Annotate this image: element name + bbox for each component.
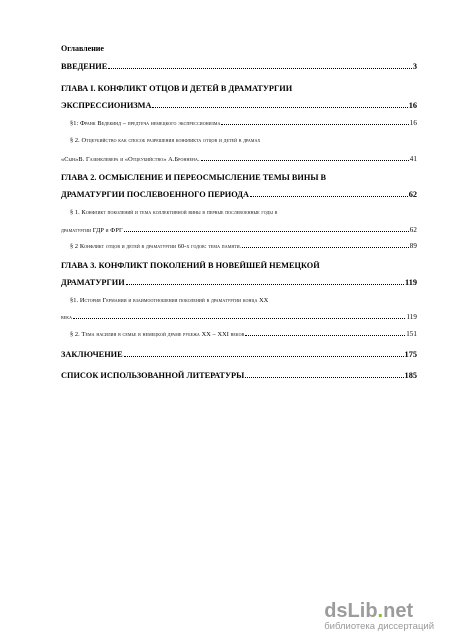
- toc-entry-label: ВВЕДЕНИЕ: [61, 62, 108, 71]
- toc-entry-label: § 2. Тема насилия в семье в немецкой драме рубежа XX – XXI веков: [70, 331, 245, 338]
- toc-page-number: 185: [404, 371, 417, 380]
- toc-page-number: 119: [405, 278, 417, 287]
- dot-leader: [126, 284, 404, 285]
- toc-entry-bibliography[interactable]: [61, 371, 417, 380]
- toc-entry-ch1-sec1[interactable]: [70, 119, 417, 127]
- toc-entry-label: ДРАМАТУРГИИ: [61, 278, 125, 287]
- dot-leader: [152, 107, 407, 108]
- dot-leader: [124, 356, 404, 357]
- toc-entry-label: века: [61, 314, 73, 321]
- logo-dot: .: [377, 600, 384, 622]
- toc-entry-ch2-sec1[interactable]: [61, 226, 417, 234]
- toc-entry-label: «Сын»В. Газенклевера и «Отцеубийство» А.Броннена.: [61, 156, 200, 163]
- toc-page-number: 16: [409, 119, 417, 127]
- toc-page-number: 175: [404, 350, 417, 359]
- logo-tld-text: net: [383, 600, 414, 622]
- toc-page-number: 62: [408, 190, 417, 199]
- toc-entry-introduction[interactable]: [61, 62, 417, 71]
- toc-page-number: 16: [408, 101, 417, 110]
- dot-leader: [250, 196, 408, 197]
- toc-entry-label: ЭКСПРЕССИОНИЗМА: [61, 101, 152, 110]
- toc-page-number: 89: [409, 242, 417, 250]
- toc-entry-chapter-3[interactable]: [61, 278, 417, 287]
- toc-entry-chapter-1[interactable]: [61, 101, 417, 110]
- toc-entry-label: драматургии ГДР и ФРГ: [61, 227, 123, 234]
- toc-entry-label: ЗАКЛЮЧЕНИЕ: [61, 350, 123, 359]
- dot-leader: [245, 335, 405, 336]
- toc-entry-chapter-2[interactable]: [61, 190, 417, 199]
- watermark-subtitle: библиотека диссертаций: [324, 621, 434, 632]
- dot-leader: [245, 377, 403, 378]
- toc-title: Оглавление: [61, 44, 104, 53]
- toc-entry-ch3-sec1[interactable]: [61, 313, 417, 321]
- dot-leader: [221, 124, 408, 125]
- dslib-watermark: [324, 601, 434, 633]
- logo-main-text: dsLib: [324, 600, 378, 622]
- toc-entry-label: ДРАМАТУРГИИ ПОСЛЕВОЕННОГО ПЕРИОДА: [61, 190, 249, 199]
- toc-chapter-3-title[interactable]: ГЛАВА 3. КОНФЛИКТ ПОКОЛЕНИЙ В НОВЕЙШЕЙ НЕМЕЦКОЙ: [61, 261, 320, 270]
- dslib-logo: [324, 601, 434, 621]
- toc-chapter-1-title[interactable]: ГЛАВА I. КОНФЛИКТ ОТЦОВ И ДЕТЕЙ В ДРАМАТУРГИИ: [61, 84, 293, 93]
- dot-leader: [108, 68, 412, 69]
- toc-entry-conclusion[interactable]: [61, 350, 417, 359]
- toc-page-number: 3: [412, 62, 417, 71]
- toc-page-number: 62: [409, 226, 417, 234]
- toc-chapter-2-title[interactable]: ГЛАВА 2. ОСМЫСЛЕНИЕ И ПЕРЕОСМЫСЛЕНИЕ ТЕМЫ ВИНЫ В: [61, 173, 327, 182]
- toc-entry-ch3-sec1-line1[interactable]: §1. История Германии и взаимоотношения поколений в драматургии конца XX: [70, 297, 269, 304]
- dot-leader: [242, 247, 408, 248]
- toc-entry-ch2-sec2[interactable]: [70, 242, 417, 250]
- dot-leader: [73, 318, 405, 319]
- toc-entry-label: СПИСОК ИСПОЛЬЗОВАННОЙ ЛИТЕРАТУРЫ: [61, 371, 245, 380]
- toc-entry-label: § 2 Конфликт отцов и детей в драматургии 60-х годов: тема памяти.: [70, 243, 242, 250]
- toc-page-number: 41: [409, 155, 417, 163]
- dot-leader: [201, 160, 409, 161]
- toc-entry-ch1-sec2[interactable]: [61, 155, 417, 163]
- toc-page-number: 151: [406, 330, 417, 338]
- toc-entry-ch2-sec1-line1[interactable]: § 1. Конфликт поколений и тема коллективной вины в первые послевоенные годы в: [70, 209, 278, 216]
- toc-entry-ch3-sec2[interactable]: [70, 330, 417, 338]
- toc-entry-ch1-sec2-line1[interactable]: § 2. Отцеубийство как способ разрешения конфликта отцов и детей в драмах: [70, 137, 261, 144]
- dot-leader: [124, 231, 409, 232]
- toc-page-number: 119: [406, 313, 417, 321]
- toc-entry-label: §1: Франк Ведекинд – предтеча немецкого экспрессионизма: [70, 120, 221, 127]
